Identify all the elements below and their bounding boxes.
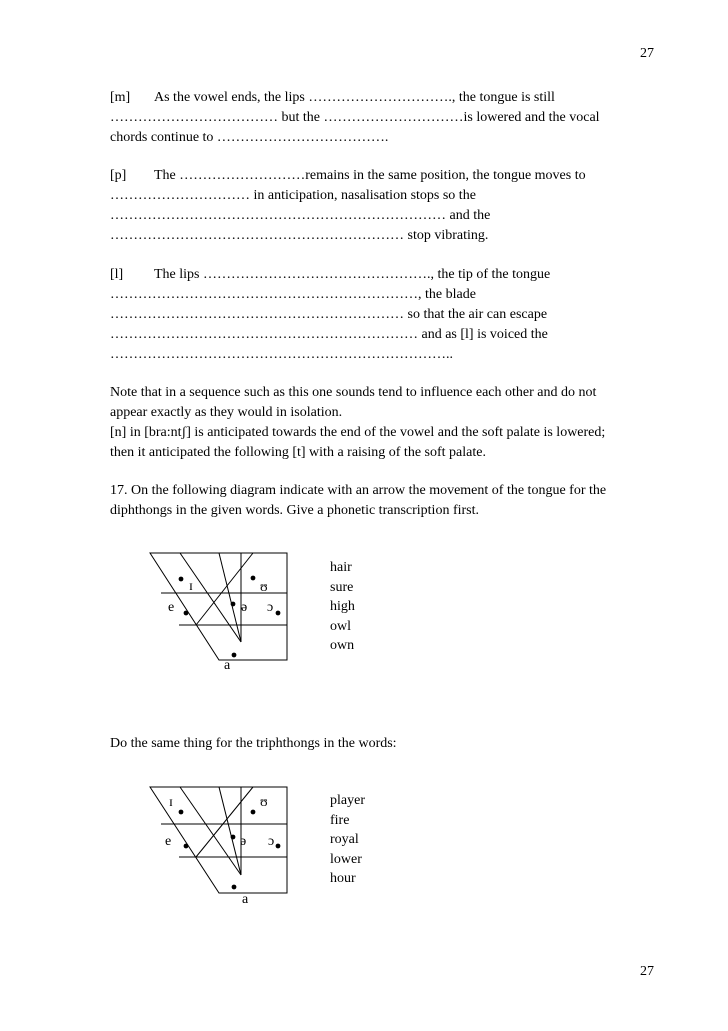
symbol-o: ɔ bbox=[267, 600, 274, 615]
word-item: hair bbox=[330, 560, 352, 575]
symbol-u: ʊ bbox=[260, 580, 268, 595]
l-line-4: ………………………………………………………… and as [l] is voiced the bbox=[110, 327, 548, 342]
vowel-dot bbox=[179, 810, 184, 815]
page-number-bottom: 27 bbox=[640, 964, 654, 979]
l-line-3: ……………………………………………………… so that the air can escape bbox=[110, 307, 548, 322]
symbol-schwa: ə bbox=[241, 600, 248, 615]
m-text-1: As the vowel ends, the lips …………………………., the tongue is still bbox=[154, 90, 555, 105]
word-item: royal bbox=[330, 832, 359, 848]
l-tag: [l] bbox=[110, 267, 124, 282]
p-line-4: ……………………………………………………… stop vibrating. bbox=[110, 228, 489, 243]
word-item: hour bbox=[330, 871, 356, 887]
l-line-5: ……………………………………………………………….. bbox=[110, 347, 453, 362]
p-line-3: ……………………………………………………………… and the bbox=[110, 208, 491, 223]
guide-line bbox=[180, 787, 241, 875]
m-tag: [m] bbox=[110, 90, 131, 105]
vowel-dot bbox=[251, 810, 256, 815]
word-item: sure bbox=[330, 579, 354, 595]
l-line-2: …………………………………………………………, the blade bbox=[110, 287, 476, 302]
p-tag: [p] bbox=[110, 168, 127, 183]
note-line-3: [n] in [bra:ntʃ] is anticipated towards the end of the vowel and the soft palate is lowered; bbox=[110, 425, 606, 440]
vowel-dot bbox=[231, 835, 236, 840]
vowel-dot bbox=[232, 885, 237, 890]
symbol-e: e bbox=[168, 600, 175, 615]
symbol-e: e bbox=[165, 834, 172, 849]
q17-line-1: 17. On the following diagram indicate with an arrow the movement of the tongue for the bbox=[110, 483, 607, 498]
l-text-1: The lips …………………………………………., the tip of the tongue bbox=[154, 267, 551, 282]
symbol-o: ɔ bbox=[268, 834, 275, 849]
triphthong-instruction: Do the same thing for the triphthongs in the words: bbox=[110, 736, 397, 751]
symbol-a: a bbox=[242, 892, 249, 907]
q17-line-2: diphthongs in the given words. Give a phonetic transcription first. bbox=[110, 503, 479, 518]
symbol-a: a bbox=[224, 658, 231, 673]
p-line-2: ………………………… in anticipation, nasalisation stops so the bbox=[110, 188, 476, 203]
note-line-2: appear exactly as they would in isolation. bbox=[110, 405, 343, 420]
symbol-i: ɪ bbox=[189, 579, 193, 594]
note-line-4: then it anticipated the following [t] with a raising of the soft palate. bbox=[110, 445, 486, 460]
vowel-dot bbox=[184, 844, 189, 849]
m-line-3: chords continue to ………………………………. bbox=[110, 130, 389, 145]
m-line-2: ……………………………… but the …………………………is lowered and the vocal bbox=[110, 110, 600, 125]
word-item: high bbox=[330, 599, 355, 615]
vowel-dot bbox=[276, 844, 281, 849]
word-item: lower bbox=[330, 851, 362, 867]
guide-line bbox=[219, 787, 241, 875]
symbol-schwa: ə bbox=[240, 834, 247, 849]
p-text-1: The ………………………remains in the same position, the tongue moves to bbox=[154, 168, 586, 183]
note-line-1: Note that in a sequence such as this one sounds tend to influence each other and do not bbox=[110, 385, 597, 400]
symbol-u: ʊ bbox=[260, 795, 268, 810]
word-item: own bbox=[330, 638, 355, 654]
word-item: player bbox=[330, 793, 365, 808]
symbol-i: ɪ bbox=[169, 795, 173, 810]
triphthong-word-list bbox=[330, 791, 365, 889]
word-item: fire bbox=[330, 812, 350, 828]
page-number-top: 27 bbox=[640, 46, 654, 61]
word-item: owl bbox=[330, 618, 351, 634]
